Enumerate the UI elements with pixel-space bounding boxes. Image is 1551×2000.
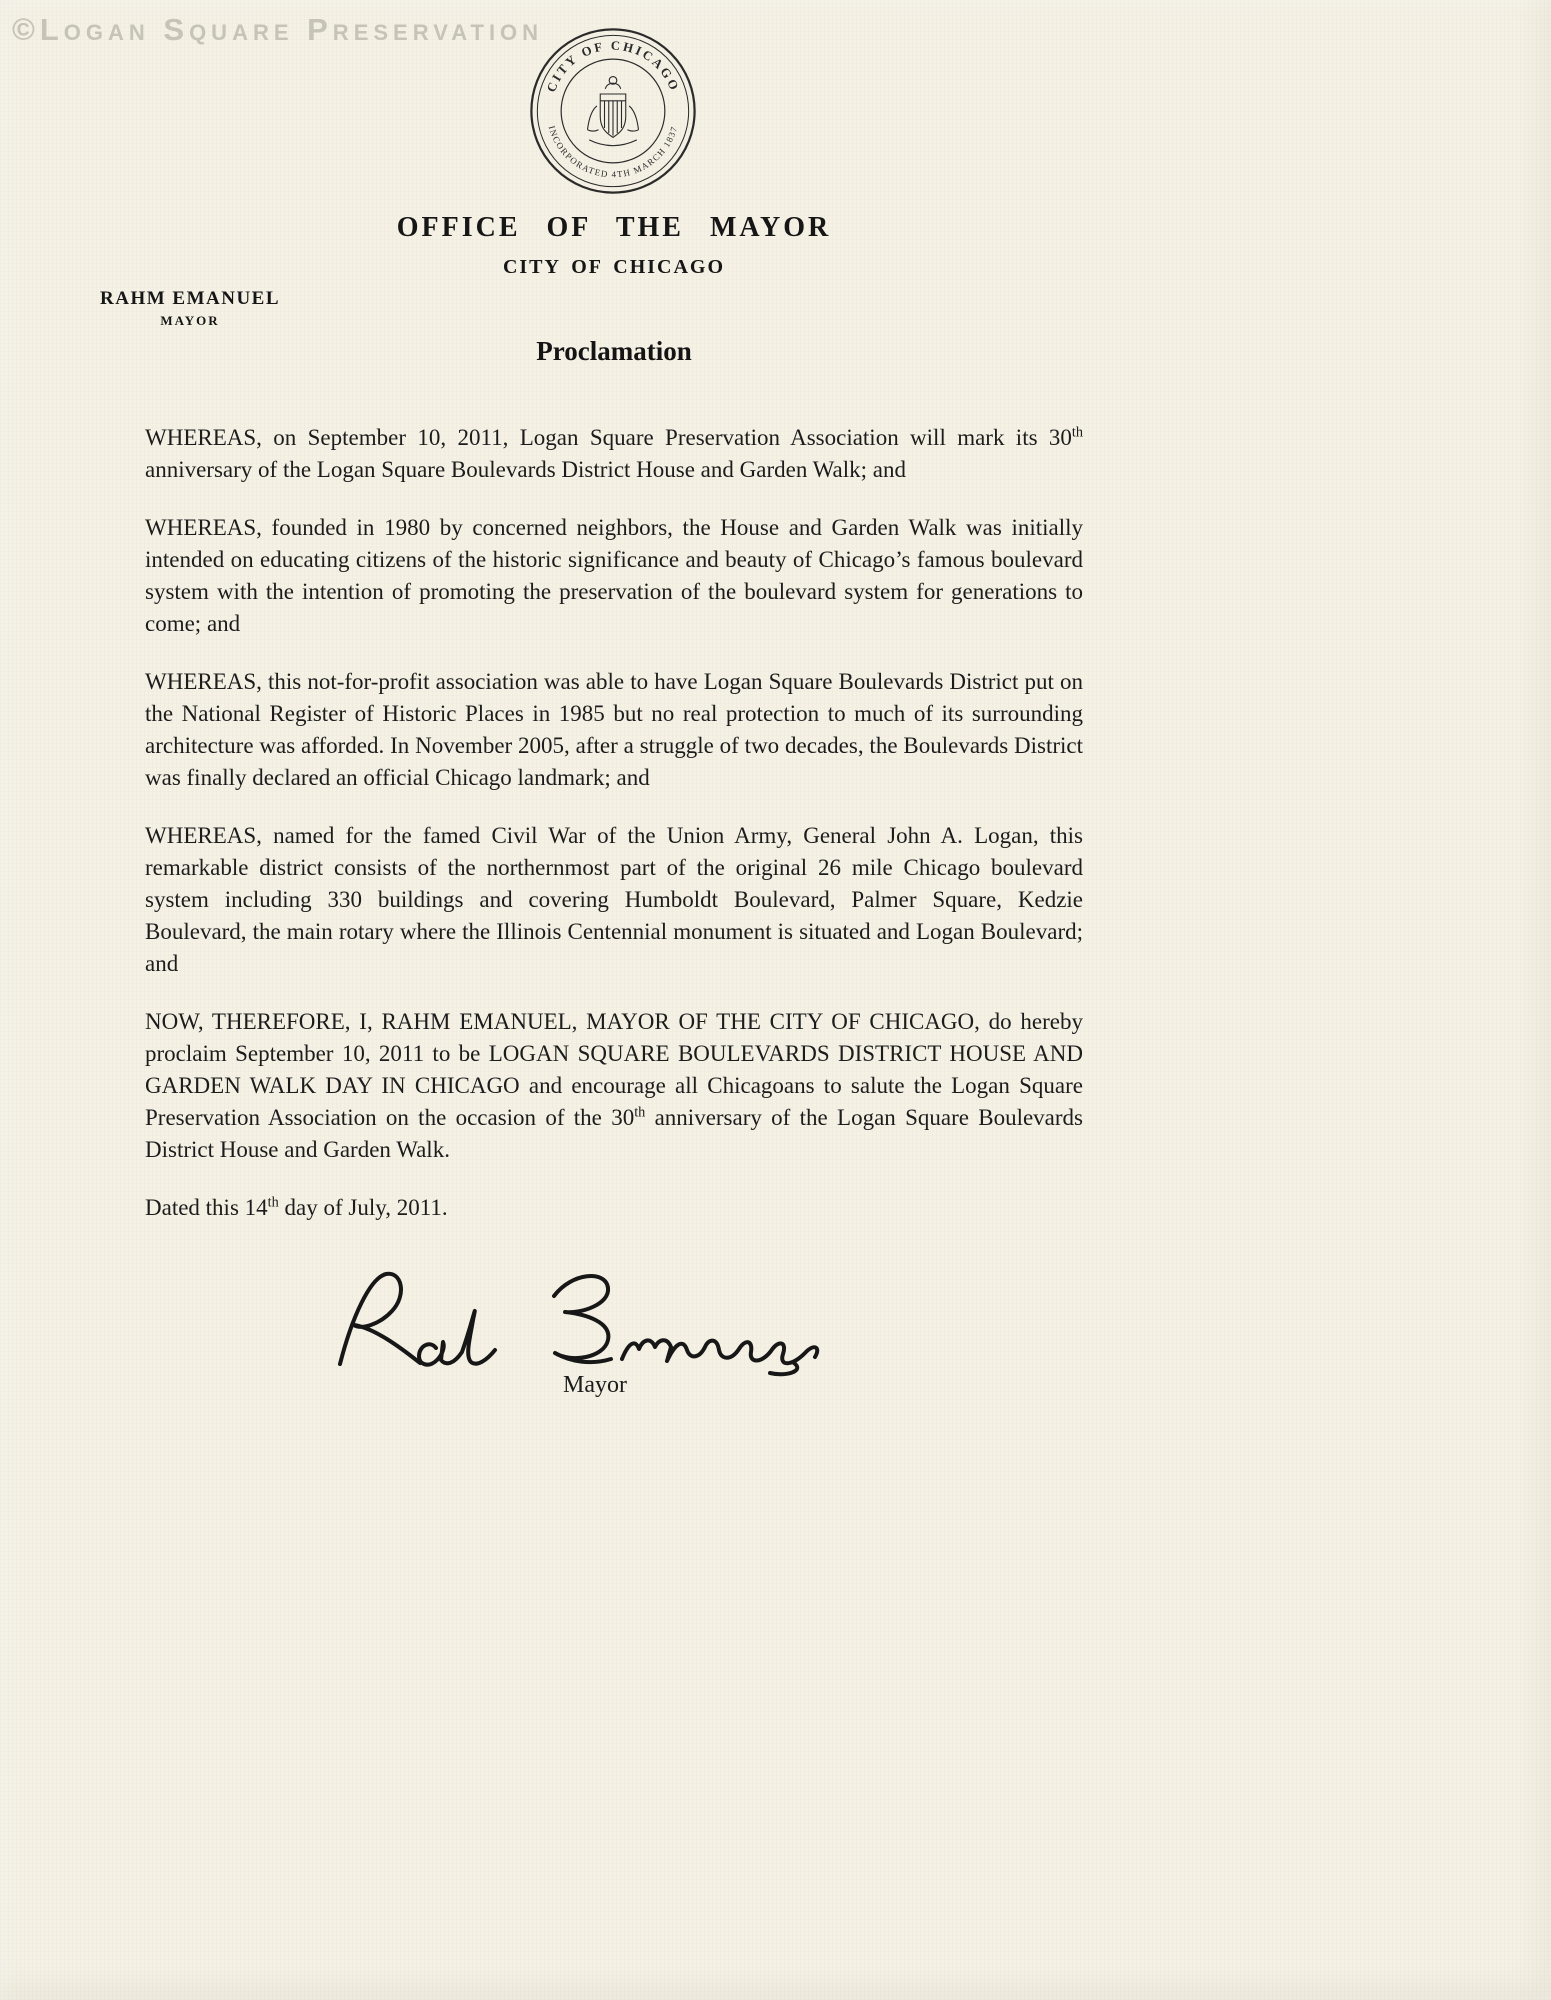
ordinal-suffix: th <box>1071 424 1083 441</box>
paragraph-whereas-2: WHEREAS, founded in 1980 by concerned neighbors, the House and Garden Walk was initially intended on educating citizens of the historic significance and beauty of Chicago’s famous boulevard system with the intention of promoting the preservation of the boulevard system for generations to come; and <box>145 515 1083 636</box>
svg-text:CITY OF CHICAGO <box>544 39 682 95</box>
paragraph-text: anniversary of the Logan Square Boulevards District House and Garden Walk. <box>145 1105 1083 1162</box>
seal-emblem-shield <box>588 77 639 146</box>
mayor-name-block <box>100 288 280 329</box>
seal-bottom-text: INCORPORATED 4TH MARCH 1837 <box>546 124 680 180</box>
proclamation-title: Proclamation <box>536 336 692 366</box>
ordinal-suffix: th <box>267 1194 279 1211</box>
paragraph-text: anniversary of the Logan Square Boulevards District House and Garden Walk; and <box>145 457 906 482</box>
city-of-chicago-heading: CITY OF CHICAGO <box>502 256 726 278</box>
paragraph-whereas-1 <box>145 422 1083 486</box>
city-of-chicago-seal-icon <box>528 26 698 196</box>
dated-text: Dated this 14 <box>145 1195 268 1220</box>
mayor-signature-label: Mayor <box>563 1372 627 1398</box>
signature-svg <box>322 1262 842 1382</box>
ordinal-suffix: th <box>634 1104 646 1121</box>
paragraph-text: WHEREAS, on September 10, 2011, Logan Square Preservation Association will mark its 30 <box>145 425 1072 450</box>
mayor-title: MAYOR <box>160 313 220 328</box>
paragraph-text: NOW, THEREFORE, I, RAHM EMANUEL, MAYOR OF THE CITY OF CHICAGO, do hereby proclaim September 10, 2011 to be LOGAN SQUARE BOULEVARDS DISTRICT HOUSE AND GARDEN WALK DAY IN CHICAGO and encourage all Chicagoans to salute the Logan Square Preservation Association on the occasion of the 30 <box>145 1009 1083 1130</box>
seal-svg <box>528 26 698 196</box>
watermark-text: ©Logan Square Preservation <box>12 12 544 47</box>
paragraph-whereas-4: WHEREAS, named for the famed Civil War of the Union Army, General John A. Logan, this remarkable district consists of the northernmost part of the original 26 mile Chicago boulevard system including 330 buildings and covering Humboldt Boulevard, Palmer Square, Kedzie Boulevard, the main rotary where the Illinois Centennial monument is situated and Logan Boulevard; and <box>145 823 1083 976</box>
seal-top-text: CITY OF CHICAGO <box>544 38 682 95</box>
dated-text: day of July, 2011. <box>278 1195 448 1220</box>
mayor-signature <box>322 1262 842 1382</box>
paragraph-now-therefore <box>145 1006 1083 1166</box>
dated-line <box>145 1192 1083 1224</box>
paragraph-whereas-3: WHEREAS, this not-for-profit association was able to have Logan Square Boulevards District put on the National Register of Historic Places in 1985 but no real protection to much of its surrounding architecture was afforded. In November 2005, after a struggle of two decades, the Boulevards District was finally declared an official Chicago landmark; and <box>145 669 1083 790</box>
office-of-the-mayor-heading: OFFICE OF THE MAYOR <box>396 212 832 243</box>
proclamation-body <box>145 422 1083 1224</box>
mayor-name: RAHM EMANUEL <box>100 288 281 309</box>
